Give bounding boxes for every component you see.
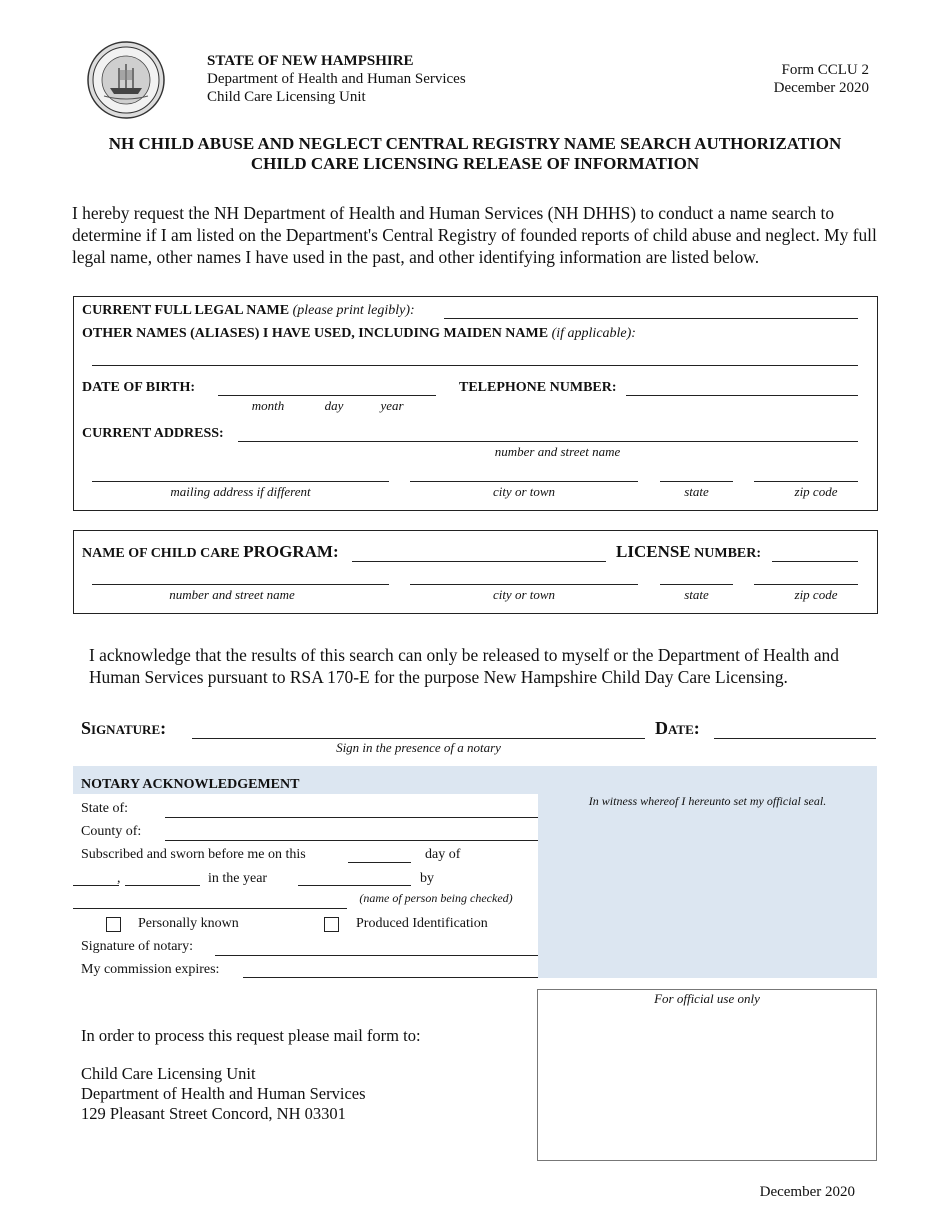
commission-expires-field[interactable] <box>243 977 538 978</box>
state-of-label: State of: <box>81 801 129 816</box>
dob-label: DATE OF BIRTH: <box>82 380 196 395</box>
program-state-field[interactable] <box>660 584 733 585</box>
commission-expires-label: My commission expires: <box>81 962 220 977</box>
mail-address-line-1: Child Care Licensing Unit <box>81 1064 256 1083</box>
city-field[interactable] <box>410 481 638 482</box>
personally-known-label: Personally known <box>138 916 239 931</box>
dob-day-caption: day <box>324 398 344 413</box>
department-name: Department of Health and Human Services <box>207 71 466 87</box>
dob-month-caption: month <box>251 398 285 413</box>
produced-id-checkbox[interactable] <box>324 917 339 932</box>
address-label: CURRENT ADDRESS: <box>82 426 224 441</box>
footer-date: December 2020 <box>759 1184 855 1200</box>
city-caption: city or town <box>492 484 556 499</box>
legal-name-field[interactable] <box>444 318 858 319</box>
phone-label: TELEPHONE NUMBER: <box>459 380 617 395</box>
acknowledgement-paragraph: I acknowledge that the results of this search can only be released to myself or the Department of Health and Human Services pursuant to RSA 170-E for the purpose New Hampshire Child Day Care Licensing. <box>89 645 839 687</box>
notary-month-field[interactable] <box>73 885 119 886</box>
state-caption: state <box>684 484 709 499</box>
legal-name-label: CURRENT FULL LEGAL NAME (please print legibly): <box>82 303 415 318</box>
notary-county-field[interactable] <box>165 840 538 841</box>
dob-year-caption: year <box>380 398 404 413</box>
notary-year-field[interactable] <box>298 885 411 886</box>
notary-day-field[interactable] <box>348 862 411 863</box>
address-street-field[interactable] <box>238 441 858 442</box>
notary-state-field[interactable] <box>165 817 538 818</box>
form-id: Form CCLU 2 <box>781 62 869 78</box>
official-use-box <box>537 989 877 1161</box>
program-city-caption: city or town <box>492 587 556 602</box>
license-number-field[interactable] <box>772 561 858 562</box>
witness-text: In witness whereof I hereunto set my official seal. <box>588 794 827 808</box>
notary-person-name-field[interactable] <box>73 908 347 909</box>
address-street-caption: number and street name <box>494 444 621 459</box>
produced-id-label: Produced Identification <box>356 916 488 931</box>
dob-field[interactable] <box>218 395 436 396</box>
mail-instructions <box>81 1026 421 1124</box>
signature-field[interactable] <box>192 738 645 739</box>
state-field[interactable] <box>660 481 733 482</box>
mailing-address-caption: mailing address if different <box>170 484 311 499</box>
aliases-field[interactable] <box>92 365 858 366</box>
form-date: December 2020 <box>773 80 869 96</box>
program-state-caption: state <box>684 587 709 602</box>
signature-label: Signature: <box>81 718 167 738</box>
intro-paragraph: I hereby request the NH Department of Health and Human Services (NH DHHS) to conduct a name search to determine if I am listed on the Department's Central Registry of founded reports of child abuse and neglect. My full legal name, other names I have used in the past, and other identifying information are listed below. <box>72 203 877 267</box>
program-city-field[interactable] <box>410 584 638 585</box>
title-line-1: NH CHILD ABUSE AND NEGLECT CENTRAL REGISTRY NAME SEARCH AUTHORIZATION <box>108 134 842 153</box>
state-seal <box>86 40 166 120</box>
mailing-address-field[interactable] <box>92 481 389 482</box>
program-name-field[interactable] <box>352 561 606 562</box>
program-zip-field[interactable] <box>754 584 858 585</box>
zip-caption: zip code <box>794 484 838 499</box>
unit-name: Child Care Licensing Unit <box>207 89 366 105</box>
mail-address-line-3: 129 Pleasant Street Concord, NH 03301 <box>81 1104 346 1123</box>
county-of-label: County of: <box>81 824 142 839</box>
form-title <box>0 134 950 174</box>
mail-instruction-text: In order to process this request please mail form to: <box>81 1026 421 1045</box>
date-comma: , <box>117 871 121 886</box>
title-line-2: CHILD CARE LICENSING RELEASE OF INFORMATION <box>250 154 700 173</box>
by-label: by <box>420 871 434 886</box>
day-of-label: day of <box>425 847 461 862</box>
mail-address-line-2: Department of Health and Human Services <box>81 1084 366 1103</box>
notary-signature-field[interactable] <box>215 955 538 956</box>
name-checked-caption: (name of person being checked) <box>359 891 513 905</box>
state-name: STATE OF NEW HAMPSHIRE <box>207 53 414 69</box>
signature-caption: Sign in the presence of a notary <box>336 740 501 755</box>
date-field[interactable] <box>714 738 876 739</box>
subscribed-label: Subscribed and sworn before me on this <box>81 847 306 862</box>
form-id-block <box>700 61 869 97</box>
zip-field[interactable] <box>754 481 858 482</box>
notary-date-field[interactable] <box>125 885 200 886</box>
program-street-field[interactable] <box>92 584 389 585</box>
agency-header <box>207 52 466 106</box>
notary-heading: NOTARY ACKNOWLEDGEMENT <box>81 777 300 792</box>
notary-signature-label: Signature of notary: <box>81 939 193 954</box>
aliases-label: OTHER NAMES (ALIASES) I HAVE USED, INCLUDING MAIDEN NAME (if applicable): <box>82 326 636 341</box>
in-the-year-label: in the year <box>208 871 268 886</box>
license-number-label: LICENSE NUMBER: <box>616 542 762 561</box>
date-label: Date: <box>655 718 700 738</box>
phone-field[interactable] <box>626 395 858 396</box>
personally-known-checkbox[interactable] <box>106 917 121 932</box>
program-street-caption: number and street name <box>169 587 295 602</box>
program-name-label: NAME OF CHILD CARE PROGRAM: <box>82 542 339 561</box>
program-zip-caption: zip code <box>794 587 838 602</box>
official-use-label: For official use only <box>654 991 760 1006</box>
